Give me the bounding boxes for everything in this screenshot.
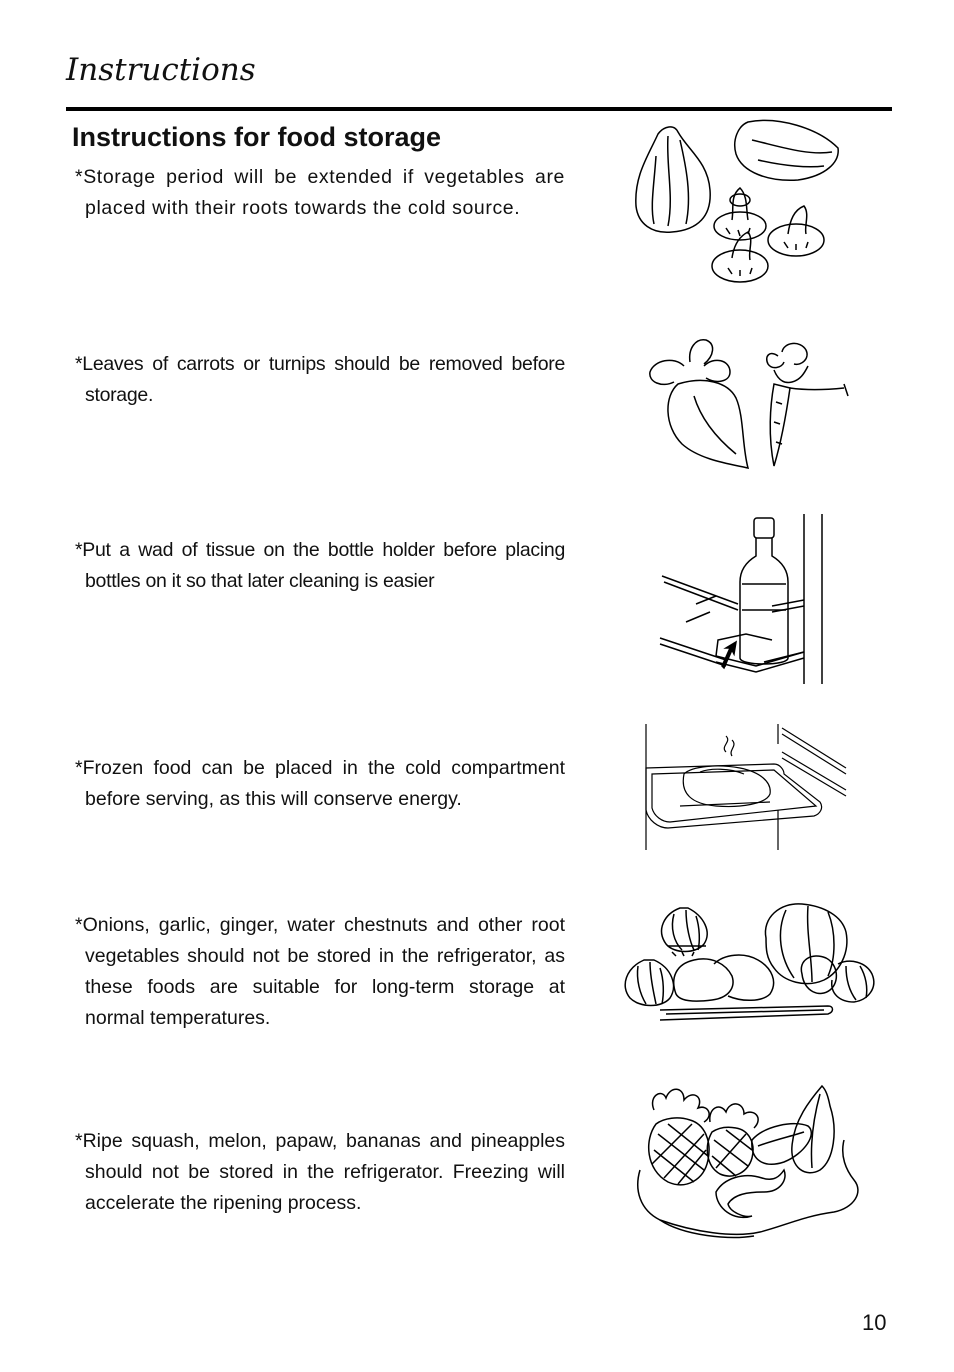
page-number: 10 xyxy=(862,1310,887,1335)
bottle-on-holder-illustration xyxy=(656,514,836,688)
instruction-item xyxy=(75,162,565,224)
instruction-item xyxy=(75,1126,565,1219)
root-vegetables-illustration xyxy=(616,902,878,1024)
instruction-item xyxy=(75,349,565,411)
turnip-and-carrot-illustration xyxy=(644,336,854,476)
instruction-item xyxy=(75,910,565,1034)
mushrooms-and-vegetables-illustration xyxy=(628,116,848,296)
instruction-text: *Storage period will be extended if vegetables are placed with their roots towards the cold source. xyxy=(75,166,565,219)
instruction-text: *Frozen food can be placed in the cold compartment before serving, as this will conserve energy. xyxy=(75,757,565,810)
instruction-text: *Ripe squash, melon, papaw, bananas and pineapples should not be stored in the refrigerator. Freezing will accelerate the ripening process. xyxy=(75,1130,565,1214)
frozen-food-tray-illustration xyxy=(640,724,856,854)
instruction-item xyxy=(75,753,565,815)
header-rule xyxy=(66,107,892,111)
instruction-text: *Put a wad of tissue on the bottle holder before placing bottles on it so that later cleaning is easier xyxy=(75,539,565,592)
instruction-text: *Onions, garlic, ginger, water chestnuts and other root vegetables should not be stored in the refrigerator, as these foods are suitable for long-term storage at normal temperatures. xyxy=(75,914,565,1029)
tropical-fruits-illustration xyxy=(634,1080,864,1240)
page-header-title: Instructions xyxy=(66,52,256,88)
section-title: Instructions for food storage xyxy=(72,122,442,152)
instruction-item xyxy=(75,535,565,597)
instruction-text: *Leaves of carrots or turnips should be removed before storage. xyxy=(75,353,565,406)
